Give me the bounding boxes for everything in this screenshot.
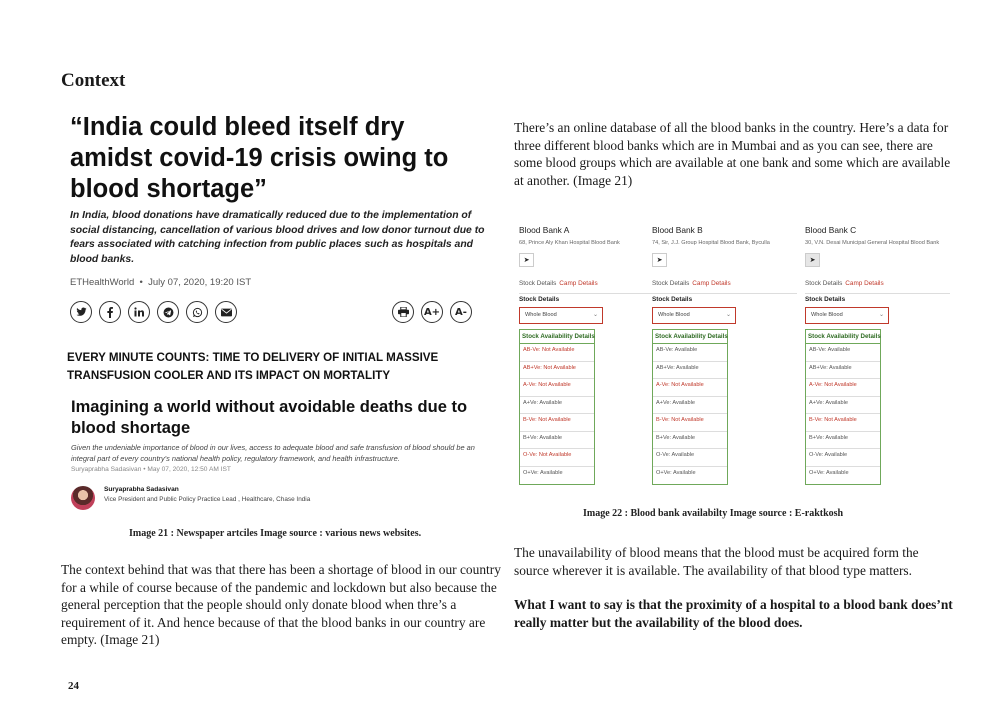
table-row: O+Ve: Available bbox=[523, 469, 563, 476]
table-row: A-Ve: Not Available bbox=[806, 379, 880, 397]
font-increase-button[interactable]: A+ bbox=[421, 301, 443, 323]
blood-bank-panel-c bbox=[805, 222, 950, 484]
right-paragraph-conclusion: What I want to say is that the proximity of a hospital to a blood bank does’nt really matter but the availability of the blood does. bbox=[514, 597, 953, 630]
tab-stock-details[interactable]: Stock Details bbox=[805, 280, 843, 287]
second-article-subtitle: Given the undeniable importance of blood in our lives, access to adequate blood and safe transfusion of blood should be an integral part of every country’s national health policy, regulatory framework, and health infrastructure. bbox=[71, 443, 475, 463]
author-role: Vice President and Public Policy Practice Lead , Healthcare, Chase India bbox=[104, 496, 311, 503]
bank-address: 74, Sir, J.J. Group Hospital Blood Bank, Byculla bbox=[652, 240, 770, 246]
stock-availability-table bbox=[519, 329, 595, 485]
table-row: O-Ve: Not Available bbox=[520, 449, 594, 467]
telegram-icon[interactable] bbox=[157, 301, 179, 323]
newspaper-articles-image bbox=[62, 108, 500, 516]
second-article-title: Imagining a world without avoidable deaths due to blood shortage bbox=[71, 398, 468, 437]
stock-availability-table bbox=[805, 329, 881, 485]
table-row: B+Ve: Available bbox=[806, 432, 880, 450]
bank-tabs bbox=[652, 280, 797, 294]
bank-name: Blood Bank C bbox=[805, 225, 857, 235]
table-row: O-Ve: Available bbox=[653, 449, 727, 467]
whatsapp-icon[interactable] bbox=[186, 301, 208, 323]
table-row: AB-Ve: Available bbox=[653, 344, 727, 362]
table-row: A-Ve: Not Available bbox=[520, 379, 594, 397]
table-header: Stock Availability Details bbox=[520, 330, 594, 344]
stock-details-label: Stock Details bbox=[805, 296, 846, 303]
article-date: July 07, 2020, 19:20 IST bbox=[148, 277, 252, 288]
table-row: B+Ve: Available bbox=[520, 432, 594, 450]
tab-camp-details[interactable]: Camp Details bbox=[559, 280, 598, 287]
right-paragraph-availability: The unavailability of blood means that the blood must be acquired form the source wherever it is available. The availability of that blood type matters. bbox=[514, 545, 919, 578]
table-row: B-Ve: Not Available bbox=[653, 414, 727, 432]
article-source: ETHealthWorld bbox=[70, 277, 135, 288]
second-article-byline: Suryaprabha Sadasivan • May 07, 2020, 12:50 AM IST bbox=[71, 466, 231, 473]
table-row: B-Ve: Not Available bbox=[806, 414, 880, 432]
table-row: AB+Ve: Available bbox=[653, 362, 727, 380]
table-row: O+Ve: Available bbox=[809, 469, 849, 476]
select-value: Whole Blood bbox=[525, 312, 557, 318]
left-paragraph: The context behind that was that there has been a shortage of blood in our country for a while of course because of the pandemic and lockdown but also because the general perception that the people should only donate blood when thre’s a requirement of it. And hence because of that the blood banks in our country are empty. (Image 21) bbox=[61, 562, 501, 648]
table-row: A-Ve: Not Available bbox=[653, 379, 727, 397]
share-bar bbox=[70, 301, 490, 325]
author-name: Suryaprabha Sadasivan bbox=[104, 486, 179, 493]
bank-tabs bbox=[805, 280, 950, 294]
navigate-icon[interactable]: ➤ bbox=[805, 253, 820, 267]
navigate-icon[interactable]: ➤ bbox=[519, 253, 534, 267]
table-row: A+Ve: Available bbox=[653, 397, 727, 415]
print-icon[interactable] bbox=[392, 301, 414, 323]
page-number: 24 bbox=[68, 680, 79, 692]
article-deck: In India, blood donations have dramatically reduced due to the implementation of social distancing, cancellation of various blood drives and low donor turnout due to fears associated with catching infection from public places such as hospitals and blood banks. bbox=[70, 210, 485, 265]
right-paragraph-intro: There’s an online database of all the blood banks in the country. Here’s a data for three different blood banks which are in Mumbai and as you can see, there are some blood groups which are available at one bank and some which are available at another. (Image 21) bbox=[514, 120, 951, 188]
bank-address: 68, Prince Aly Khan Hospital Blood Bank bbox=[519, 240, 620, 246]
image-caption-left: Image 21 : Newspaper artciles Image source : various news websites. bbox=[129, 528, 422, 539]
table-row: A+Ve: Available bbox=[520, 397, 594, 415]
blood-type-select[interactable] bbox=[652, 307, 736, 324]
blood-type-select[interactable] bbox=[805, 307, 889, 324]
select-value: Whole Blood bbox=[658, 312, 690, 318]
bank-name: Blood Bank A bbox=[519, 225, 570, 235]
table-row: AB+Ve: Available bbox=[806, 362, 880, 380]
facebook-icon[interactable] bbox=[99, 301, 121, 323]
section-heading: Context bbox=[61, 70, 126, 91]
avatar bbox=[71, 486, 95, 510]
article-byline bbox=[70, 277, 251, 288]
stock-details-label: Stock Details bbox=[652, 296, 693, 303]
byline-separator: • bbox=[136, 277, 149, 288]
tab-stock-details[interactable]: Stock Details bbox=[519, 280, 557, 287]
font-decrease-button[interactable]: A- bbox=[450, 301, 472, 323]
article-headline: “India could bleed itself dry amidst covid-19 crisis owing to blood shortage” bbox=[70, 113, 449, 203]
email-icon[interactable] bbox=[215, 301, 237, 323]
table-header: Stock Availability Details bbox=[653, 330, 727, 344]
bank-address: 30, V.N. Desai Municipal General Hospital Blood Bank bbox=[805, 240, 940, 246]
table-row: AB+Ve: Not Available bbox=[520, 362, 594, 380]
navigate-icon[interactable]: ➤ bbox=[652, 253, 667, 267]
chevron-down-icon: ⌄ bbox=[725, 312, 731, 318]
image-caption-right: Image 22 : Blood bank availabilty Image source : E-raktkosh bbox=[583, 508, 844, 519]
blood-type-select[interactable] bbox=[519, 307, 603, 324]
event-article-title: EVERY MINUTE COUNTS: TIME TO DELIVERY OF INITIAL MASSIVE TRANSFUSION COOLER AND ITS IMPACT ON MORTALITY bbox=[67, 351, 439, 382]
bank-tabs bbox=[519, 280, 664, 294]
tab-camp-details[interactable]: Camp Details bbox=[845, 280, 884, 287]
linkedin-icon[interactable] bbox=[128, 301, 150, 323]
bank-name: Blood Bank B bbox=[652, 225, 703, 235]
select-value: Whole Blood bbox=[811, 312, 843, 318]
table-row: B-Ve: Not Available bbox=[520, 414, 594, 432]
chevron-down-icon: ⌄ bbox=[878, 312, 884, 318]
tab-camp-details[interactable]: Camp Details bbox=[692, 280, 731, 287]
table-row: O-Ve: Available bbox=[806, 449, 880, 467]
table-row: AB-Ve: Available bbox=[806, 344, 880, 362]
tab-stock-details[interactable]: Stock Details bbox=[652, 280, 690, 287]
table-header: Stock Availability Details bbox=[806, 330, 880, 344]
table-row: B+Ve: Available bbox=[653, 432, 727, 450]
blood-bank-panel-b bbox=[652, 222, 797, 484]
stock-details-label: Stock Details bbox=[519, 296, 560, 303]
twitter-icon[interactable] bbox=[70, 301, 92, 323]
blood-bank-panel-a bbox=[519, 222, 664, 484]
stock-availability-table bbox=[652, 329, 728, 485]
chevron-down-icon: ⌄ bbox=[592, 312, 598, 318]
table-row: AB-Ve: Not Available bbox=[520, 344, 594, 362]
table-row: O+Ve: Available bbox=[656, 469, 696, 476]
table-row: A+Ve: Available bbox=[806, 397, 880, 415]
